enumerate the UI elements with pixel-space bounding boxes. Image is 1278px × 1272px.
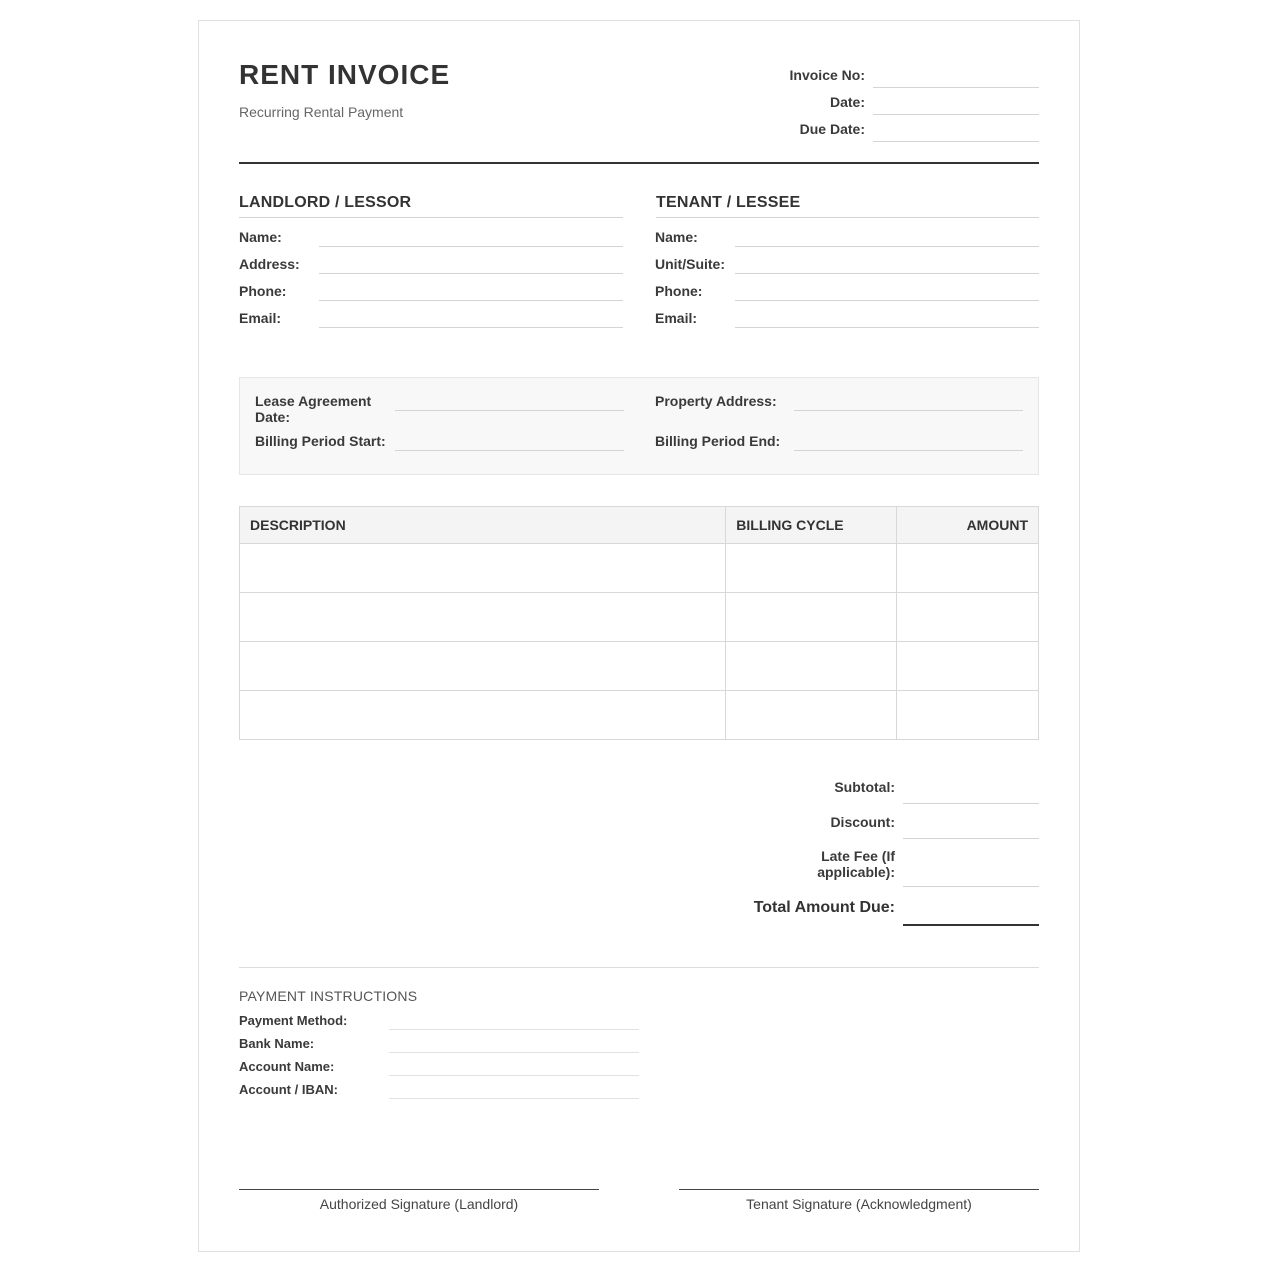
tenant-unit-field[interactable] [735,273,1039,274]
billing-cycle-column-header: BILLING CYCLE [726,507,897,544]
invoice-no-label: Invoice No: [789,67,865,83]
account-name-label: Account Name: [239,1059,335,1074]
billing-period-start-label: Billing Period Start: [255,433,386,449]
amount-column-header: AMOUNT [897,507,1039,544]
amount-cell[interactable] [897,593,1039,642]
discount-field[interactable] [903,838,1039,839]
lease-agreement-date-label: Lease Agreement Date: [255,393,372,425]
description-cell[interactable] [240,593,726,642]
billing-cycle-cell[interactable] [726,691,897,740]
date-field[interactable] [873,114,1039,115]
payment-instructions-title: PAYMENT INSTRUCTIONS [239,988,418,1004]
landlord-name-label: Name: [239,229,282,245]
lease-details-box [239,377,1039,475]
discount-label: Discount: [830,814,895,830]
amount-cell[interactable] [897,544,1039,593]
billing-cycle-cell[interactable] [726,593,897,642]
description-cell[interactable] [240,691,726,740]
subtotal-field[interactable] [903,803,1039,804]
payment-method-label: Payment Method: [239,1013,348,1028]
amount-cell[interactable] [897,691,1039,740]
amount-cell[interactable] [897,642,1039,691]
payment-method-field[interactable] [389,1029,639,1030]
table-row [240,691,1039,740]
invoice-no-field[interactable] [873,87,1039,88]
table-row [240,642,1039,691]
billing-period-end-field[interactable] [794,450,1023,451]
tenant-name-label: Name: [655,229,698,245]
description-column-header: DESCRIPTION [240,507,726,544]
tenant-phone-field[interactable] [735,300,1039,301]
tenant-signature-line[interactable] [679,1189,1039,1190]
tenant-unit-label: Unit/Suite: [655,256,725,272]
bank-name-field[interactable] [389,1052,639,1053]
date-label: Date: [829,94,865,110]
billing-cycle-cell[interactable] [726,544,897,593]
landlord-signature-caption: Authorized Signature (Landlord) [319,1196,519,1212]
tenant-phone-label: Phone: [655,283,703,299]
landlord-email-field[interactable] [319,327,623,328]
landlord-signature-line[interactable] [239,1189,599,1190]
invoice-subtitle: Recurring Rental Payment [239,104,404,120]
payment-divider [239,967,1039,968]
table-header-row [240,507,1039,544]
lease-agreement-date-field[interactable] [395,410,624,411]
account-iban-label: Account / IBAN: [239,1082,338,1097]
description-cell[interactable] [240,544,726,593]
landlord-phone-field[interactable] [319,300,623,301]
tenant-title-rule [656,217,1039,218]
header-divider [239,162,1039,164]
property-address-field[interactable] [794,410,1023,411]
line-items-table [239,506,1039,740]
landlord-section-title: LANDLORD / LESSOR [239,194,412,211]
table-row [240,544,1039,593]
landlord-address-label: Address: [239,256,300,272]
total-amount-due-field[interactable] [903,924,1039,926]
landlord-title-rule [239,217,623,218]
landlord-address-field[interactable] [319,273,623,274]
tenant-section-title: TENANT / LESSEE [656,194,801,211]
tenant-name-field[interactable] [735,246,1039,247]
tenant-signature-caption: Tenant Signature (Acknowledgment) [746,1196,972,1212]
description-cell[interactable] [240,642,726,691]
landlord-name-field[interactable] [319,246,623,247]
billing-period-start-field[interactable] [395,450,624,451]
late-fee-field[interactable] [903,886,1039,887]
property-address-label: Property Address: [655,393,777,409]
invoice-title: RENT INVOICE [239,59,451,90]
subtotal-label: Subtotal: [834,779,895,795]
due-date-field[interactable] [873,141,1039,142]
late-fee-label: Late Fee (If applicable): [817,848,895,880]
tenant-email-field[interactable] [735,327,1039,328]
total-amount-due-label: Total Amount Due: [753,899,895,916]
table-row [240,593,1039,642]
billing-cycle-cell[interactable] [726,642,897,691]
landlord-phone-label: Phone: [239,283,287,299]
account-iban-field[interactable] [389,1098,639,1099]
landlord-email-label: Email: [239,310,282,326]
invoice-page [198,20,1080,1252]
billing-period-end-label: Billing Period End: [655,433,781,449]
bank-name-label: Bank Name: [239,1036,315,1051]
tenant-email-label: Email: [655,310,698,326]
account-name-field[interactable] [389,1075,639,1076]
due-date-label: Due Date: [799,121,865,137]
